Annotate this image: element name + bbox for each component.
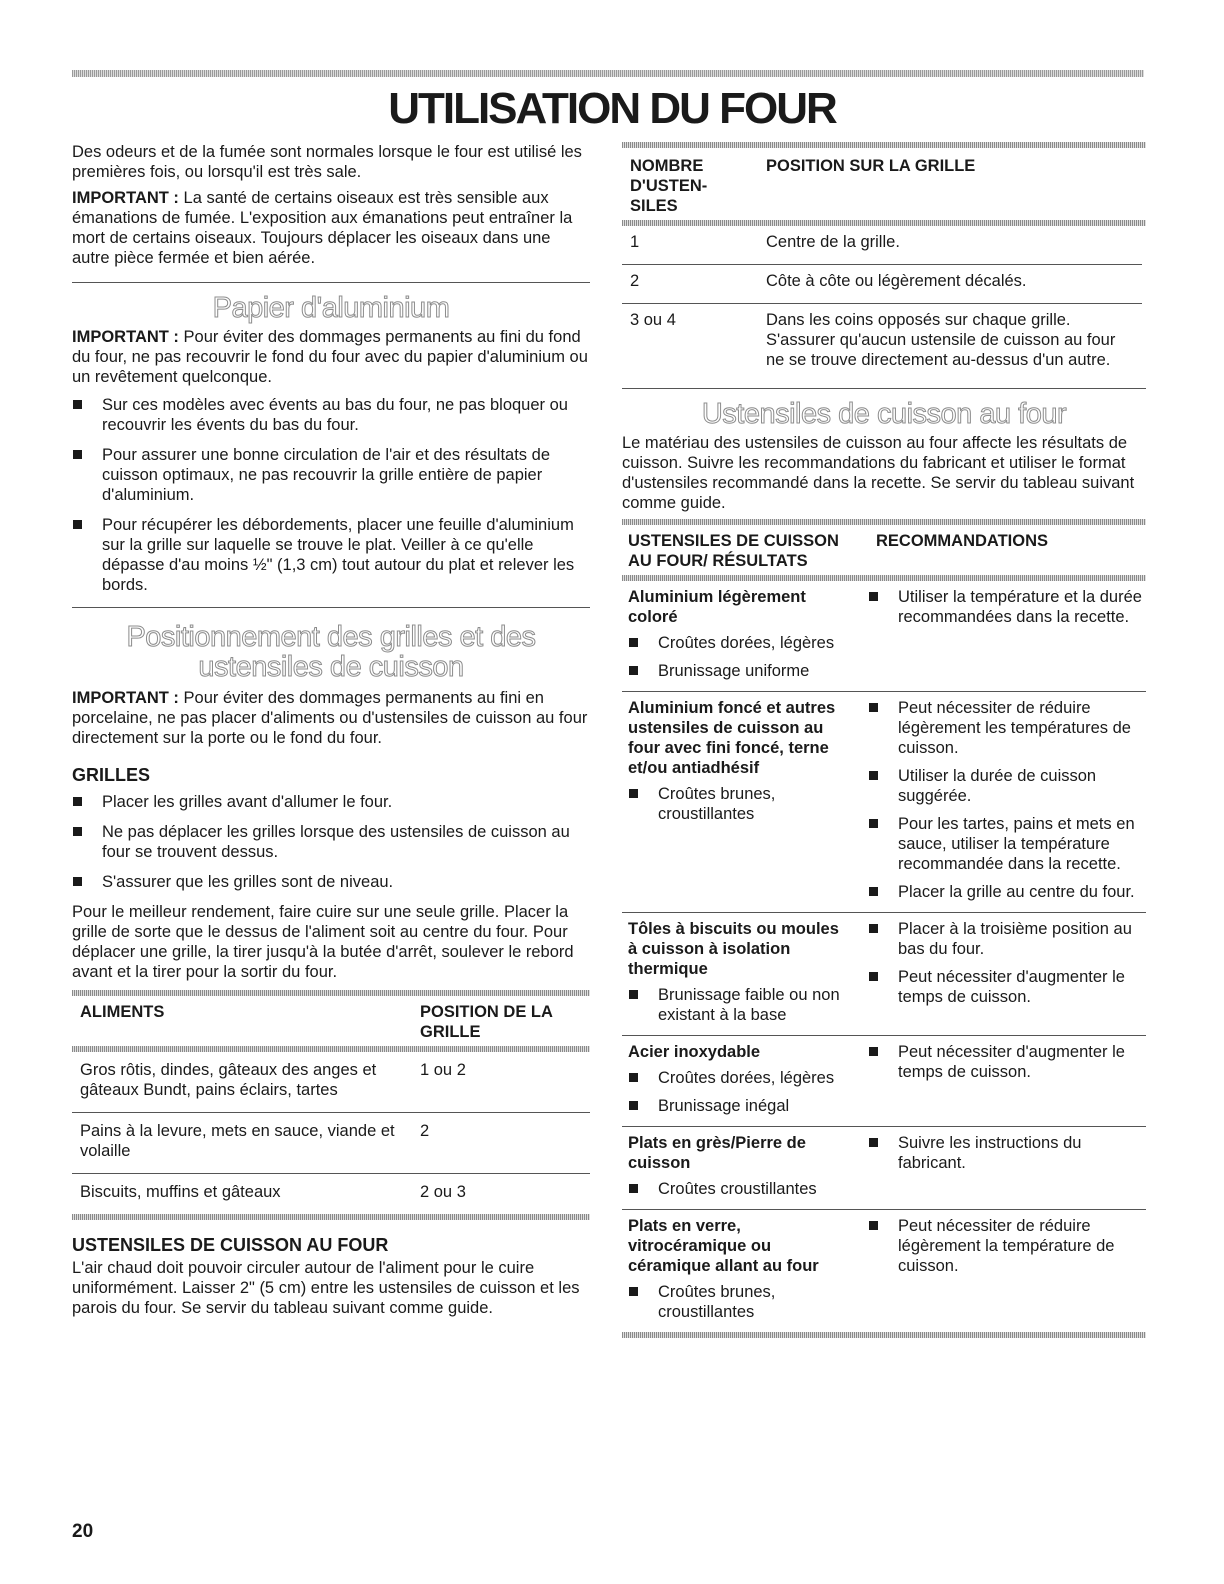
list-item: Ne pas déplacer les grilles lorsque des ustensiles de cuisson au four se trouvent dessus. [72,822,590,862]
list-item: Brunissage uniforme [628,661,852,681]
list-item: Peut nécessiter de réduire légèrement la température de cuisson. [868,1216,1146,1276]
ustensiles-heading: USTENSILES DE CUISSON AU FOUR [72,1235,389,1255]
recommendations-list [868,1216,1146,1276]
bullet-square-icon [73,797,82,806]
list-item: S'assurer que les grilles sont de niveau. [72,872,590,892]
table-cell: Biscuits, muffins et gâteaux [72,1174,412,1215]
list-item: Peut nécessiter d'augmenter le temps de cuisson. [868,967,1146,1007]
bullet-square-icon [869,924,878,933]
table-bottom-rule [72,1214,590,1220]
table-row [72,1052,590,1113]
bakeware-category: Acier inoxydable [628,1043,761,1061]
table-cell [622,692,868,913]
important-text: Pour éviter des dommages permanents au fini en porcelaine, ne pas placer d'aliments ou d'ustensiles de cuisson au four directement sur la porte ou le fond du four. [72,689,588,747]
table-row [622,581,1146,692]
bakeware-table-body [622,581,1146,1332]
table-cell [868,1036,1146,1127]
bakeware-table [622,525,1146,575]
table-row [72,1113,590,1174]
grilles-heading: GRILLES [72,765,151,785]
bakeware-heading: Ustensiles de cuisson au four [701,398,1067,430]
important-text: La santé de certains oiseaux est très sensible aux émanations de fumée. L'exposition aux émanations peut entraîner la mort de certains oiseaux. Toujours déplacer les oiseaux dans une autre pièce fermée et bien aérée. [72,189,573,267]
list-item: Croûtes brunes, croustillantes [628,1282,852,1322]
table-header: USTENSILES DE CUISSON AU FOUR/ RÉSULTATS [628,532,839,570]
bakeware-category: Aluminium foncé et autres ustensiles de cuisson au four avec fini foncé, terne et/ou antiadhésif [628,699,836,777]
bullet-square-icon [869,1221,878,1230]
list-item: Sur ces modèles avec évents au bas du four, ne pas bloquer ou recouvrir les évents du bas du four. [72,395,590,435]
bullet-square-icon [73,400,82,409]
bullet-square-icon [869,887,878,896]
table-header: POSITION DE LA GRILLE [420,1003,553,1041]
table-cell [868,1127,1146,1210]
aluminium-important [72,327,590,387]
grilles-bullets [72,792,590,892]
intro-odors: Des odeurs et de la fumée sont normales lorsque le four est utilisé les premières fois, ou lorsqu'il est très sale. [72,143,582,181]
table-cell: Centre de la grille. [766,233,900,251]
table-cell: 1 [630,233,640,251]
important-text: Pour éviter des dommages permanents au fini du fond du four, ne pas recouvrir le fond du four avec du papier d'aluminium ou un revêtement quelconque. [72,328,588,386]
list-item: Croûtes croustillantes [628,1179,852,1199]
list-item: Croûtes dorées, légères [628,633,852,653]
results-list [628,1282,852,1322]
bakeware-paragraph: Le matériau des ustensiles de cuisson au four affecte les résultats de cuisson. Suivre les recommandations du fabricant et utiliser le format d'ustensiles recommandé dans la recette. Se servir du tableau suivant comme guide. [622,434,1135,512]
divider [72,282,590,283]
important-label: IMPORTANT : [72,328,179,346]
food-position-table [72,996,590,1046]
recommendations-list [868,919,1146,1007]
bullet-square-icon [869,819,878,828]
bullet-square-icon [869,592,878,601]
right-column [622,142,1146,1338]
table-cell: 1 ou 2 [420,1061,466,1079]
list-item: Placer la grille au centre du four. [868,882,1146,902]
table-cell [868,692,1146,913]
table-header: ALIMENTS [80,1003,165,1021]
top-rule [72,70,1144,77]
bakeware-category: Aluminium légèrement coloré [628,588,806,626]
bullet-square-icon [869,972,878,981]
table-cell [622,1210,868,1333]
table-cell: Pains à la levure, mets en sauce, viande et volaille [72,1113,412,1174]
aluminium-heading: Papier d'aluminium [212,292,450,324]
bakeware-category: Plats en grès/Pierre de cuisson [628,1134,806,1172]
recommendations-list [868,587,1146,627]
grilles-paragraph: Pour le meilleur rendement, faire cuire sur une seule grille. Placer la grille de sorte que le dessus de l'aliment soit au centre du four. Pour déplacer une grille, la tirer jusqu'à la butée d'arrêt, soulever le rebord avant et la tirer pour la sortir du four. [72,903,574,981]
list-item: Utiliser la température et la durée recommandées dans la recette. [868,587,1146,627]
table-cell [868,1210,1146,1333]
results-list [628,985,852,1025]
table-row [622,1036,1146,1127]
list-item: Placer à la troisième position au bas du four. [868,919,1146,959]
important-label: IMPORTANT : [72,189,179,207]
positioning-heading: Positionnement des grilles et des ustensiles de cuisson [126,621,536,683]
table-cell: 2 [412,1113,590,1174]
table-cell [868,913,1146,1036]
table-header: NOMBRE D'USTEN-SILES [630,157,708,215]
bullet-square-icon [629,1073,638,1082]
table-cell [622,1127,868,1210]
results-list [628,784,852,824]
table-row [622,226,1142,265]
table-cell [622,913,868,1036]
list-item: Croûtes brunes, croustillantes [628,784,852,824]
results-list [628,1179,852,1199]
recommendations-list [868,1133,1146,1173]
bullet-square-icon [73,827,82,836]
bullet-square-icon [629,1184,638,1193]
important-label: IMPORTANT : [72,689,179,707]
recommendations-list [868,698,1146,902]
list-item: Peut nécessiter de réduire légèrement les températures de cuisson. [868,698,1146,758]
divider [622,388,1146,389]
list-item: Croûtes dorées, légères [628,1068,852,1088]
list-item: Suivre les instructions du fabricant. [868,1133,1146,1173]
list-item: Pour récupérer les débordements, placer une feuille d'aluminium sur la grille sur laquelle se trouve le plat. Veiller à ce qu'elle dépasse d'au moins ½" (1,3 cm) tout autour du plat et relever les bords. [72,515,590,595]
bakeware-category: Plats en verre, vitrocéramique ou céramique allant au four [628,1217,819,1275]
food-position-table-body [72,1052,590,1214]
bullet-square-icon [869,771,878,780]
bullet-square-icon [73,877,82,886]
table-header: RECOMMANDATIONS [876,532,1049,550]
table-cell [622,1036,868,1127]
recommendations-list [868,1042,1146,1082]
ustensiles-paragraph: L'air chaud doit pouvoir circuler autour de l'aliment pour le cuire uniformément. Laisser 2" (5 cm) entre les ustensiles de cuisson et les parois du four. Se servir du tableau suivant comme guide. [72,1259,580,1317]
table-cell [622,581,868,692]
list-item: Peut nécessiter d'augmenter le temps de cuisson. [868,1042,1146,1082]
list-item: Pour assurer une bonne circulation de l'air et des résultats de cuisson optimaux, ne pas recouvrir la grille entière de papier d'aluminium. [72,445,590,505]
table-row [622,692,1146,913]
bullet-square-icon [73,520,82,529]
results-list [628,1068,852,1116]
table-cell [868,581,1146,692]
aluminium-bullets [72,395,590,595]
page-number: 20 [72,1521,94,1542]
positioning-important [72,688,590,748]
bullet-square-icon [629,990,638,999]
table-row [622,913,1146,1036]
bullet-square-icon [629,666,638,675]
table-row [622,1210,1146,1333]
bullet-square-icon [869,1138,878,1147]
bullet-square-icon [629,638,638,647]
list-item: Brunissage faible ou non existant à la base [628,985,852,1025]
pans-table [622,148,1146,220]
list-item: Pour les tartes, pains et mets en sauce, utiliser la température recommandée dans la recette. [868,814,1146,874]
table-bottom-rule [622,1332,1146,1338]
left-column [72,142,590,1324]
bullet-square-icon [869,703,878,712]
table-row [622,265,1142,304]
bullet-square-icon [629,789,638,798]
table-row [72,1174,590,1215]
table-row [622,304,1142,383]
divider [72,607,590,608]
table-cell: 2 [622,265,758,304]
list-item: Placer les grilles avant d'allumer le four. [72,792,590,812]
table-cell: Côte à côte ou légèrement décalés. [758,265,1142,304]
bakeware-category: Tôles à biscuits ou moules à cuisson à isolation thermique [628,920,839,978]
table-row [622,1127,1146,1210]
table-cell: Dans les coins opposés sur chaque grille. S'assurer qu'aucun ustensile de cuisson au four ne se trouve directement au-dessus d'un autre. [758,304,1142,383]
bullet-square-icon [73,450,82,459]
bullet-square-icon [869,1047,878,1056]
intro-important [72,188,590,268]
table-cell: 2 ou 3 [412,1174,590,1215]
list-item: Utiliser la durée de cuisson suggérée. [868,766,1146,806]
pans-table-body [622,226,1142,382]
table-cell: Gros rôtis, dindes, gâteaux des anges et gâteaux Bundt, pains éclairs, tartes [80,1061,377,1099]
page-title: UTILISATION DU FOUR [388,84,836,133]
list-item: Brunissage inégal [628,1096,852,1116]
table-header: POSITION SUR LA GRILLE [766,157,976,175]
bullet-square-icon [629,1287,638,1296]
bullet-square-icon [629,1101,638,1110]
results-list [628,633,852,681]
table-cell: 3 ou 4 [622,304,758,383]
